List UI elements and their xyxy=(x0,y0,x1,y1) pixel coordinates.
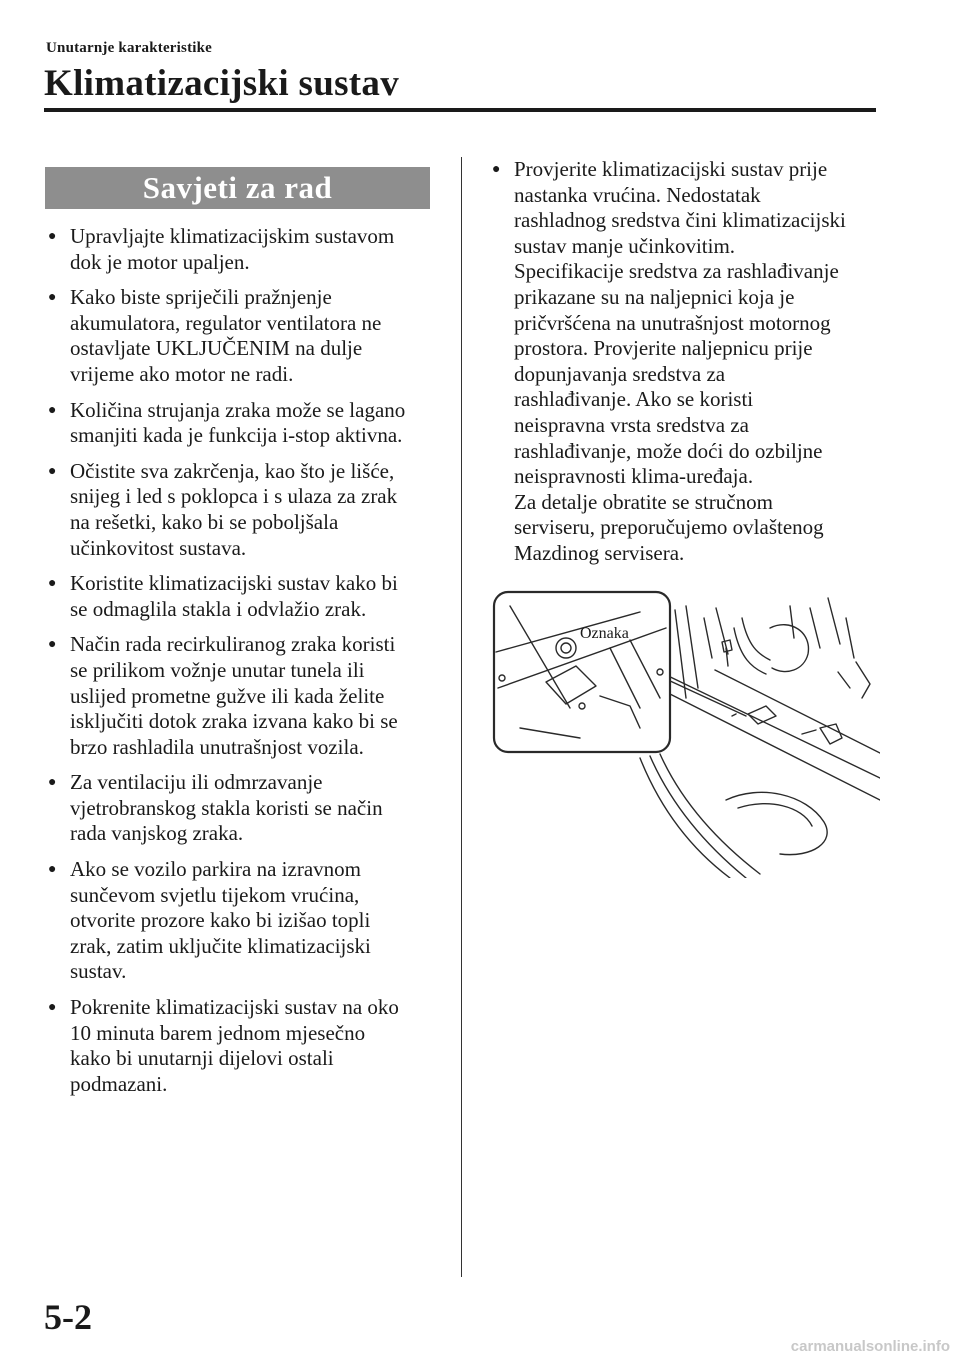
bullet-dot-icon: ● xyxy=(492,162,501,177)
list-item xyxy=(46,459,438,561)
bullet-text-line: Provjerite klimatizacijski sustav prije xyxy=(514,157,828,181)
bullet-text-line: otvorite prozore kako bi izišao topli xyxy=(70,908,371,933)
bullet-text-line: Upravljajte klimatizacijskim sustavom xyxy=(70,224,395,248)
bullet-text-line: Specifikacije sredstva za rashlađivanje xyxy=(514,259,839,284)
bullet-text-line: rashladnog sredstva čini klimatizacijski xyxy=(514,208,846,233)
bullet-text-line: nastanka vrućina. Nedostatak xyxy=(514,182,761,207)
bullet-dot-icon: ● xyxy=(48,862,57,878)
bullet-text-line: Način rada recirkuliranog zraka koristi xyxy=(70,632,396,657)
chapter-label: Unutarnje karakteristike xyxy=(46,40,213,56)
bullet-text-line: neispravnosti klima-uređaja. xyxy=(514,464,754,489)
bullet-text-line: sustav. xyxy=(70,959,127,984)
bullet-dot-icon: ● xyxy=(48,1000,57,1016)
bullet-dot-icon: ● xyxy=(48,637,57,653)
bullet-text-line: Ako se vozilo parkira na izravnom xyxy=(70,857,361,882)
left-column xyxy=(46,224,438,1107)
bullet-text-line: vrijeme ako motor ne radi. xyxy=(70,361,294,386)
bullet-text-line: dopunjavanja sredstva za xyxy=(514,361,726,386)
bullet-text-line: brzo rashladila unutrašnjost vozila. xyxy=(70,734,364,759)
figure-callout: Oznaka xyxy=(580,625,629,642)
list-item xyxy=(46,224,438,275)
bullet-text-line: vjetrobranskog stakla koristi se način xyxy=(70,795,383,820)
section-heading xyxy=(45,167,430,209)
list-item xyxy=(46,995,438,1097)
bullet-text-line: na rešetki, kako bi se poboljšala xyxy=(70,509,339,534)
bullet-text-line: prostora. Provjerite naljepnicu prije xyxy=(514,336,813,361)
page-number: 5-2 xyxy=(44,1297,92,1337)
bullet-text-line: rashlađivanje, može doći do ozbiljne xyxy=(514,438,823,463)
list-item xyxy=(46,398,438,449)
bullet-dot-icon: ● xyxy=(48,576,57,592)
bullet-text-line: akumulatora, regulator ventilatora ne xyxy=(70,310,382,335)
list-item xyxy=(46,285,438,387)
list-item xyxy=(46,632,438,760)
bullet-dot-icon: ● xyxy=(48,463,57,479)
bullet-text-line: smanjiti kada je funkcija i-stop aktivna. xyxy=(70,423,403,448)
bullet-text-line: neispravna vrsta sredstva za xyxy=(514,412,749,437)
page-title: Klimatizacijski sustav xyxy=(44,63,400,104)
bullet-text-line: učinkovitost sustava. xyxy=(70,535,247,560)
bullet-text-line: serviseru, preporučujemo ovlaštenog xyxy=(514,515,824,540)
list-item xyxy=(46,770,438,847)
bullet-text-line: sustav manje učinkovitim. xyxy=(514,233,736,258)
bullet-text-line: rashlađivanje. Ako se koristi xyxy=(514,387,754,412)
bullet-text-line: Očistite sva zakrčenja, kao što je lišće, xyxy=(70,458,395,483)
bullet-dot-icon: ● xyxy=(48,290,57,306)
watermark: carmanualsonline.info xyxy=(790,1338,950,1355)
bullet-text-line: se odmaglila stakla i odvlažio zrak. xyxy=(70,596,367,621)
bullet-text-line: pričvršćena na unutrašnjost motornog xyxy=(514,310,831,335)
bullet-text-line: Za detalje obratite se stručnom xyxy=(514,489,773,514)
bullet-text-line: Mazdinog servisera. xyxy=(514,540,685,565)
engine-bay-illustration xyxy=(490,588,880,878)
bullet-text-line: Za ventilaciju ili odmrzavanje xyxy=(70,770,323,795)
bullet-text-line: uslijed prometne gužve ili kada želite xyxy=(70,683,385,708)
section-title: Savjeti za rad xyxy=(142,170,333,205)
bullet-text-line: se prilikom vožnje unutar tunela ili xyxy=(70,657,365,682)
bullet-text-line: rada vanjskog zraka. xyxy=(70,821,244,846)
bullet-text-line: dok je motor upaljen. xyxy=(70,249,250,274)
title-rule xyxy=(44,108,876,112)
label-location-figure xyxy=(490,588,880,878)
bullet-dot-icon: ● xyxy=(48,402,57,418)
bullet-text-line: podmazani. xyxy=(70,1071,168,1096)
column-divider xyxy=(461,157,462,1277)
bullet-text-line: ostavljate UKLJUČENIM na dulje xyxy=(70,336,363,361)
list-item xyxy=(46,571,438,622)
bullet-text-line: zrak, zatim uključite klimatizacijski xyxy=(70,933,371,958)
bullet-text-line: snijeg i led s poklopca i s ulaza za zrak xyxy=(70,484,398,509)
bullet-text-line: Koristite klimatizacijski sustav kako bi xyxy=(70,571,398,596)
bullet-text-line: Količina strujanja zraka može se lagano xyxy=(70,397,406,422)
list-item xyxy=(490,157,880,567)
bullet-text-line: sunčevom svjetlu tijekom vrućina, xyxy=(70,882,360,907)
bullet-text-line: isključiti dotok zraka izvana kako bi se xyxy=(70,709,398,734)
bullet-text-line: 10 minuta barem jednom mjesečno xyxy=(70,1020,366,1045)
bullet-dot-icon: ● xyxy=(48,229,57,244)
bullet-text-line: Kako biste spriječili pražnjenje xyxy=(70,285,332,310)
bullet-text-line: kako bi unutarnji dijelovi ostali xyxy=(70,1046,334,1071)
bullet-dot-icon: ● xyxy=(48,775,57,791)
bullet-text-line: prikazane su na naljepnici koja je xyxy=(514,284,795,309)
bullet-text-line: Pokrenite klimatizacijski sustav na oko xyxy=(70,995,399,1020)
right-column xyxy=(490,157,880,577)
list-item xyxy=(46,857,438,985)
